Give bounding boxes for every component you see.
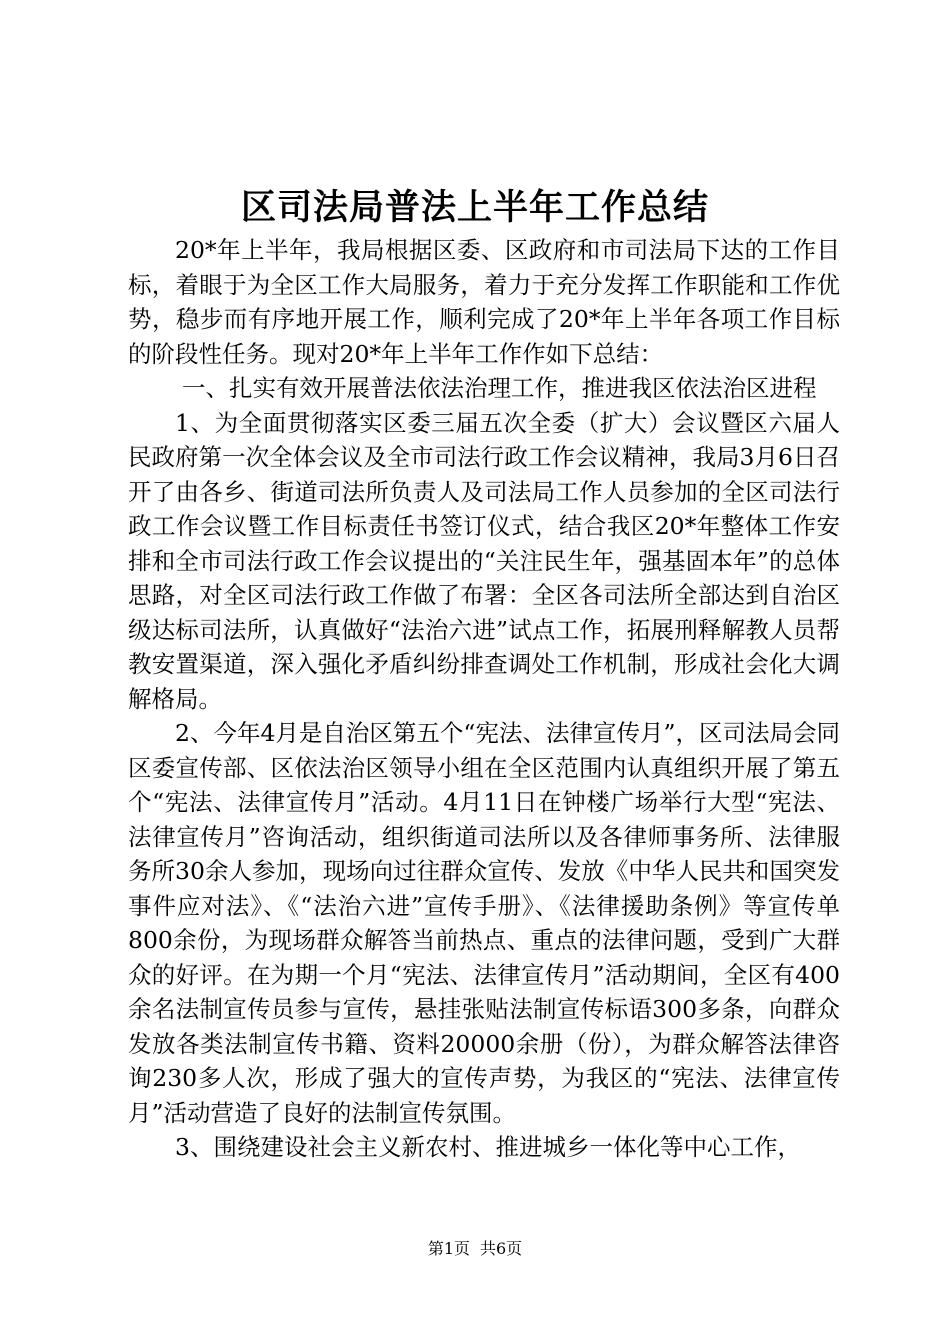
body-paragraph-2: 2、今年4月是自治区第五个“宪法、法律宣传月”，区司法局会同区委宣传部、区依法治区领导小组在全区范围内认真组织开展了第五个“宪法、法律宣传月”活动。4月11日在钟楼广场举行大型“宪法、法律宣传月”咨询活动，组织街道司法所以及各律师事务所、法律服务所30余人参加，现场向过往群众宣传、发放《中华人民共和国突发事件应对法》、《“法治六进”宣传手册》、《法律援助条例》等宣传单800余份，为现场群众解答当前热点、重点的法律问题，受到广大群众的好评。在为期一个月“宪法、法律宣传月”活动期间，全区有400余名法制宣传员参与宣传，悬挂张贴法制宣传标语300多条，向群众发放各类法制宣传书籍、资料20000余册（份），为群众解答法律咨询230多人次，形成了强大的宣传声势，为我区的“宪法、法律宣传月”活动营造了良好的法制宣传氛围。	[128, 719, 840, 1127]
body-paragraph-3: 3、围绕建设社会主义新农村、推进城乡一体化等中心工作，	[175, 1133, 801, 1161]
body-paragraph-1: 1、为全面贯彻落实区委三届五次全委（扩大）会议暨区六届人民政府第一次全体会议及全市司法行政工作会议精神，我局3月6日召开了由各乡、街道司法所负责人及司法局工作人员参加的全区司法行政工作会议暨工作目标责任书签订仪式，结合我区20*年整体工作安排和全市司法行政工作会议提出的“关注民生年，强基固本年”的总体思路，对全区司法行政工作做了布署：全区各司法所全部达到自治区级达标司法所，认真做好“法治六进”试点工作，拓展刑释解教人员帮教安置渠道，深入强化矛盾纠纷排查调处工作机制，形成社会化大调解格局。	[128, 408, 840, 713]
page-number: 第1页	[427, 1239, 470, 1258]
document-body	[128, 233, 840, 1165]
page-total: 共6页	[480, 1239, 523, 1258]
section-heading-1: 一、扎实有效开展普法依法治理工作，推进我区依法治区进程	[182, 374, 817, 402]
document-title: 区司法局普法上半年工作总结	[240, 187, 709, 228]
intro-paragraph: 20*年上半年，我局根据区委、区政府和市司法局下达的工作目标，着眼于为全区工作大局服务，着力于充分发挥工作职能和工作优势，稳步而有序地开展工作，顺利完成了20*年上半年各项工作目标的阶段性任务。现对20*年上半年工作作如下总结：	[128, 236, 840, 368]
page-footer	[0, 1238, 950, 1260]
